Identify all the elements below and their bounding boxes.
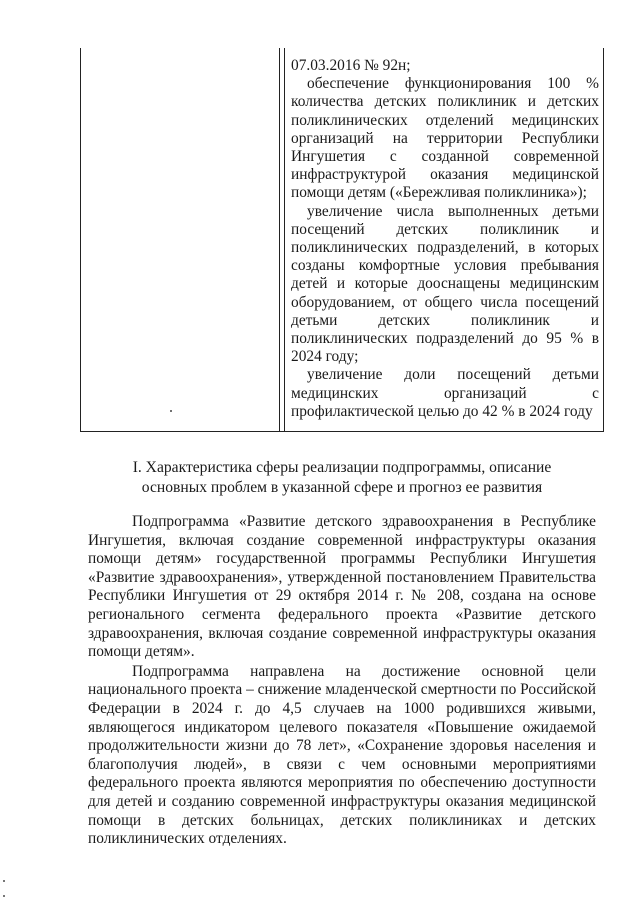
table-border-right <box>603 48 604 431</box>
section-heading <box>80 458 604 498</box>
table-column-divider-double <box>284 48 285 431</box>
table-cell-content <box>291 57 599 421</box>
section-body <box>88 513 596 850</box>
table-column-divider <box>279 48 280 431</box>
section-heading-line-1: I. Характеристика сферы реализации подпрограммы, описание <box>132 459 552 476</box>
table-border-left <box>80 48 81 431</box>
section-heading-line-2: основных проблем в указанной сфере и прогноз ее развития <box>141 479 543 496</box>
scan-speck <box>170 410 172 412</box>
paragraph-subprogram-goal: Подпрограмма направлена на достижение основной цели национального проекта – снижение младенческой смертности по Российской Федерации в 2024 г. до 4,5 случаев на 1000 родившихся живыми, являющегося индикатором целевого показателя «Повышение ожидаемой продолжительности жизни до 78 лет», «Сохранение здоровья населения и благополучия людей», в связи с чем основными мероприятиями федерального проекта являются мероприятия по обеспечению доступности для детей и созданию современной инфраструктуры оказания медицинской помощи в детских больницах, детских поликлиниках и детских поликлинических отделениях. <box>88 662 596 848</box>
table-fragment <box>80 48 604 432</box>
cell-item-visits-increase: увеличение числа выполненных детьми посещений детских поликлиник и поликлинических подразделений, в которых созданы комфортные условия пребывания детей и которые дооснащены медицинским оборудованием, от общего числа посещений детьми детских поликлиник и поликлинических подразделений до 95 % в 2024 году; <box>291 202 599 366</box>
scan-edge-mark <box>3 895 5 897</box>
cell-line-order-ref: 07.03.2016 № 92н; <box>291 57 411 74</box>
cell-item-polyclinic-infrastructure: обеспечение функционирования 100 % количества детских поликлиник и детских поликлинических отделений медицинских организаций на территории Республики Ингушетия с созданной современной инфраструктурой оказания медицинской помощи детям («Бережливая поликлиника»); <box>291 75 599 202</box>
paragraph-subprogram-basis: Подпрограмма «Развитие детского здравоохранения в Республике Ингушетия, включая создание современной инфраструктуры оказания помощи детям» государственной программы Республики Ингушетия «Развитие здравоохранения», утвержденной постановлением Правительства Республики Ингушетия от 29 октября 2014 г. № 208, создана на основе регионального сегмента федерального проекта «Развитие детского здравоохранения, включая создание современной инфраструктуры оказания помощи детям». <box>88 513 596 661</box>
scan-edge-mark <box>3 880 5 882</box>
cell-item-preventive-visits: увеличение доли посещений детьми медицинских организаций с профилактической целью до 42 % в 2024 году <box>291 366 599 420</box>
